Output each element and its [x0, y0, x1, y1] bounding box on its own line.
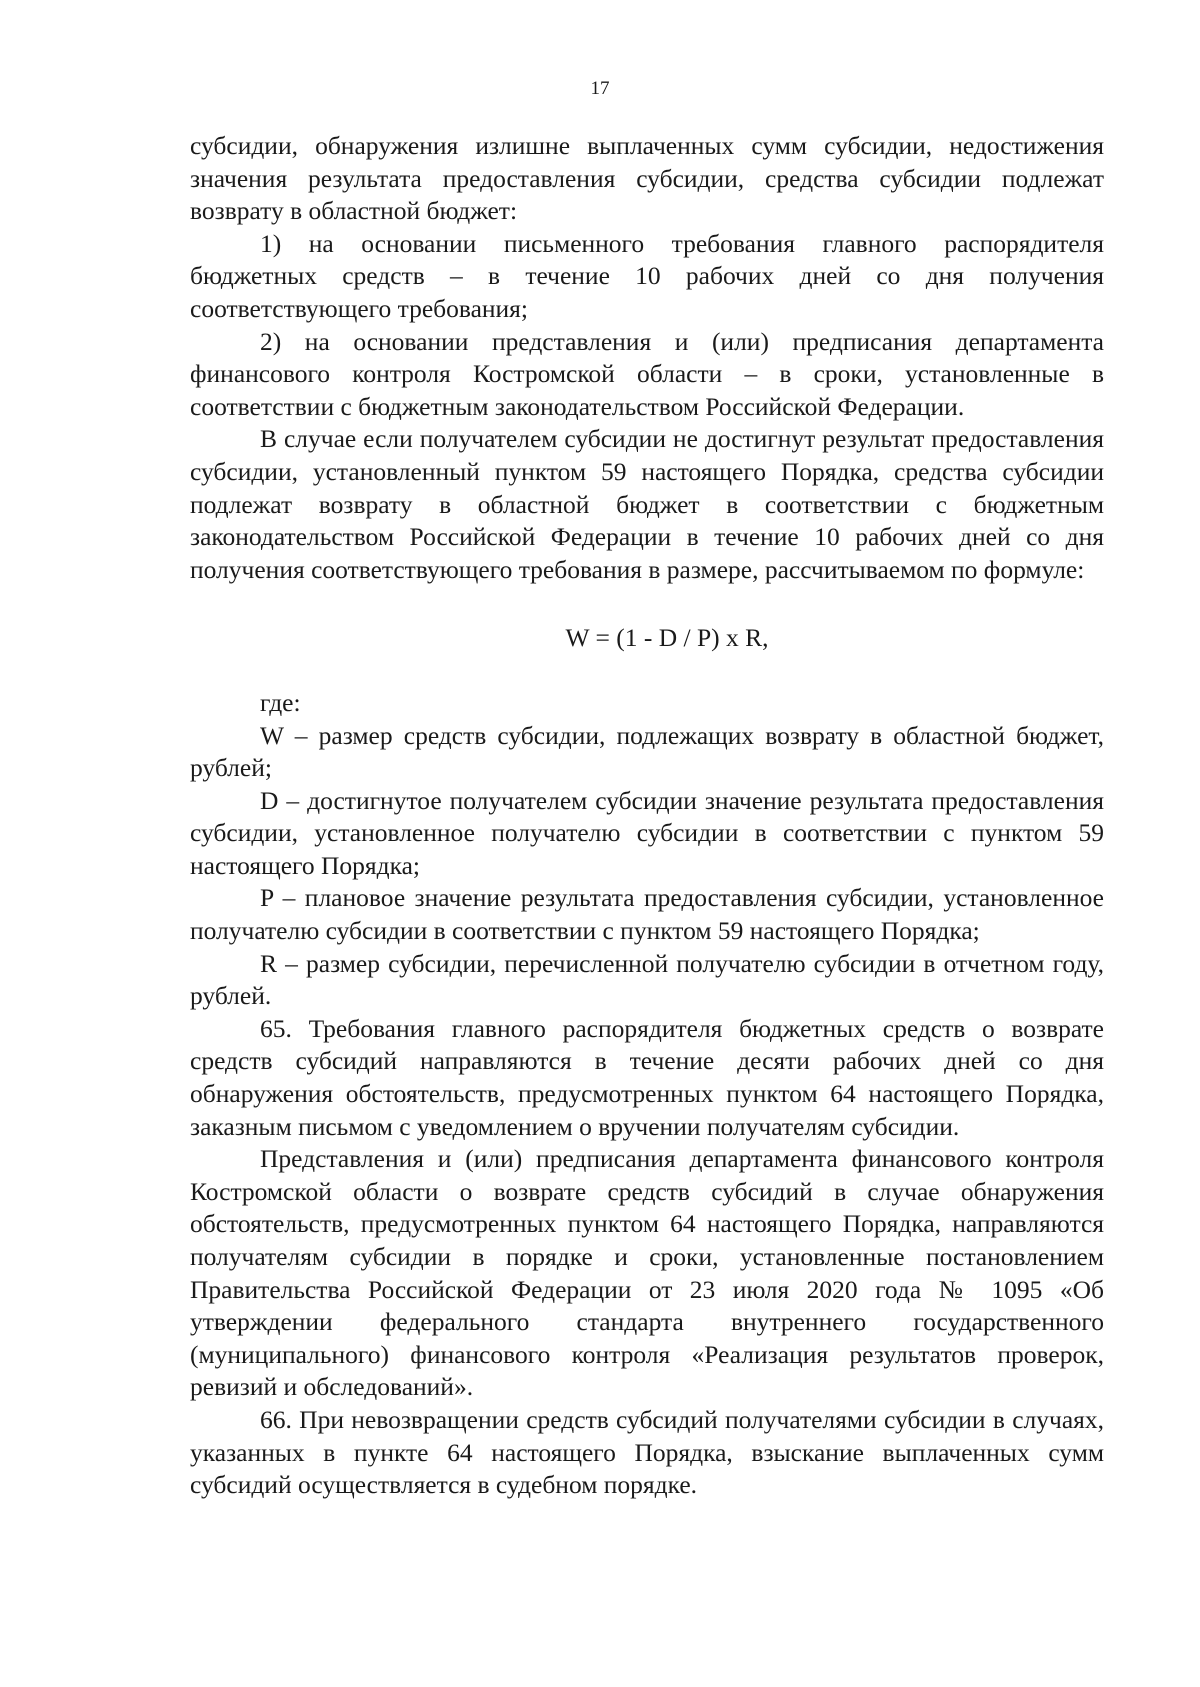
definition-d: D – достигнутое получателем субсидии значение результата предоставления субсидии, установленное получателю субсидии в соответствии с пунктом 59 настоящего Порядка;	[190, 785, 1104, 880]
paragraph-65: 65. Требования главного распорядителя бюджетных средств о возврате средств субсидий направляются в течение десяти рабочих дней со дня обнаружения обстоятельств, предусмотренных пунктом 64 настоящего Порядка, заказным письмом с уведомлением о вручении получателям субсидии.	[190, 1013, 1104, 1141]
paragraph-item-1: 1) на основании письменного требования главного распорядителя бюджетных средств – в течение 10 рабочих дней со дня получения соответствующего требования;	[190, 228, 1104, 323]
paragraph-66: 66. При невозвращении средств субсидий получателями субсидии в случаях, указанных в пункте 64 настоящего Порядка, взыскание выплаченных сумм субсидий осуществляется в судебном порядке.	[190, 1404, 1104, 1500]
formula: W = (1 - D / P) x R,	[565, 623, 769, 653]
paragraph-item-2: 2) на основании представления и (или) предписания департамента финансового контроля Костромской области – в сроки, установленные в соответствии с бюджетным законодательством Российской Федерации.	[190, 326, 1104, 421]
where-label: где:	[260, 687, 301, 717]
paragraph-continuation: субсидии, обнаружения излишне выплаченных сумм субсидии, недостижения значения результата предоставления субсидии, средства субсидии подлежат возврату в областной бюджет:	[190, 131, 1104, 226]
definition-p: P – плановое значение результата предоставления субсидии, установленное получателю субсидии в соответствии с пунктом 59 настоящего Порядка;	[190, 883, 1104, 946]
definition-w: W – размер средств субсидии, подлежащих возврату в областной бюджет, рублей;	[190, 720, 1104, 783]
definition-r: R – размер субсидии, перечисленной получателю субсидии в отчетном году, рублей.	[190, 948, 1104, 1011]
page-number: 17	[590, 78, 610, 99]
paragraph-formula-intro: В случае если получателем субсидии не достигнут результат предоставления субсидии, установленный пунктом 59 настоящего Порядка, средства субсидии подлежат возврату в областной бюджет в соответствии с бюджетным законодательством Российской Федерации в течение 10 рабочих дней со дня получения соответствующего требования в размере, рассчитываемом по формуле:	[190, 424, 1104, 584]
document-body	[190, 130, 1104, 1502]
paragraph-representations: Представления и (или) предписания департамента финансового контроля Костромской области о возврате средств субсидий в случае обнаружения обстоятельств, предусмотренных пунктом 64 настоящего Порядка, направляются получателям субсидии в порядке и сроки, установленные постановлением Правительства Российской Федерации от 23 июля 2020 года № 1095 «Об утверждении федерального стандарта внутреннего государственного (муниципального) финансового контроля «Реализация результатов проверок, ревизий и обследований».	[190, 1144, 1104, 1402]
